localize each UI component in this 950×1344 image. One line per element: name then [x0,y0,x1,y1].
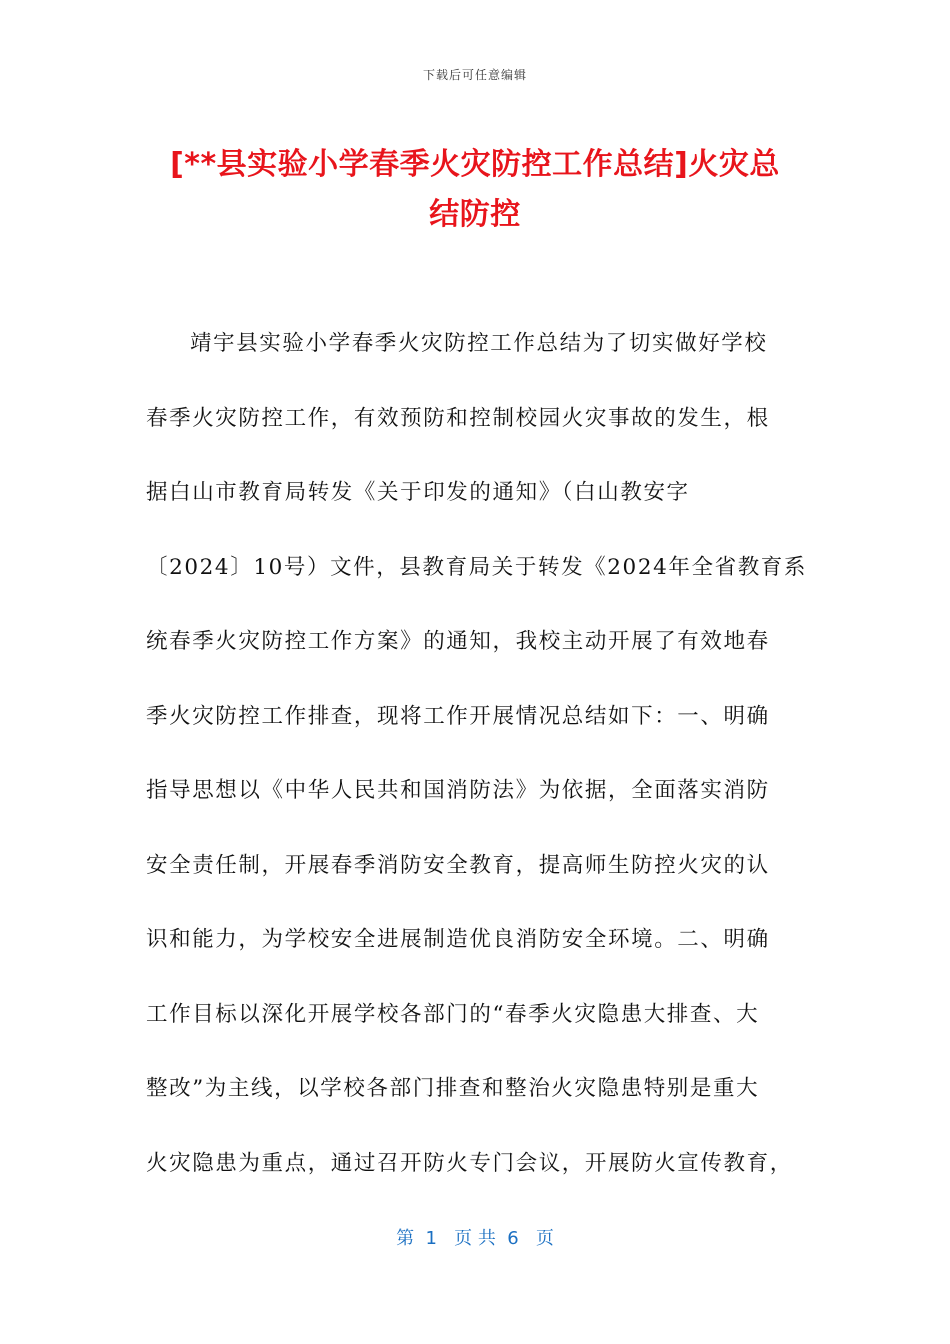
paragraph-line: 〔2024〕10号）文件，县教育局关于转发《2024年全省教育系 [146,554,807,580]
paragraph-line: 统春季火灾防控工作方案》的通知，我校主动开展了有效地春 [146,629,770,654]
paragraph-line: 整改”为主线，以学校各部门排查和整治火灾隐患特别是重大 [146,1076,760,1101]
paragraph-line: 安全责任制，开展春季消防安全教育，提高师生防控火灾的认 [146,852,770,878]
document-title [130,140,820,240]
paragraph-line: 季火灾防控工作排查，现将工作开展情况总结如下：一、明确 [146,703,770,729]
page-number-footer: 第 1 页 共 6 页 [396,1228,554,1249]
paragraph-line: 识和能力，为学校安全进展制造优良消防安全环境。二、明确 [146,927,770,952]
paragraph-line: 靖宇县实验小学春季火灾防控工作总结为了切实做好学校 [190,331,768,356]
body-paragraph [146,316,807,1210]
title-line-2: 结防控 [429,197,521,232]
title-line-1: [**县实验小学春季火灾防控工作总结]火灾总 [170,147,780,182]
paragraph-line: 工作目标以深化开展学校各部门的“春季火灾隐患大排查、大 [146,1001,760,1027]
paragraph-line: 春季火灾防控工作，有效预防和控制校园火灾事故的发生，根 [146,405,770,431]
paragraph-line: 火灾隐患为重点，通过召开防火专门会议，开展防火宣传教育， [146,1150,793,1176]
paragraph-line: 指导思想以《中华人民共和国消防法》为依据，全面落实消防 [146,778,770,803]
download-note: 下载后可任意编辑 [422,68,527,82]
paragraph-line: 据白山市教育局转发《关于印发的通知》（白山教安字 [146,480,690,505]
